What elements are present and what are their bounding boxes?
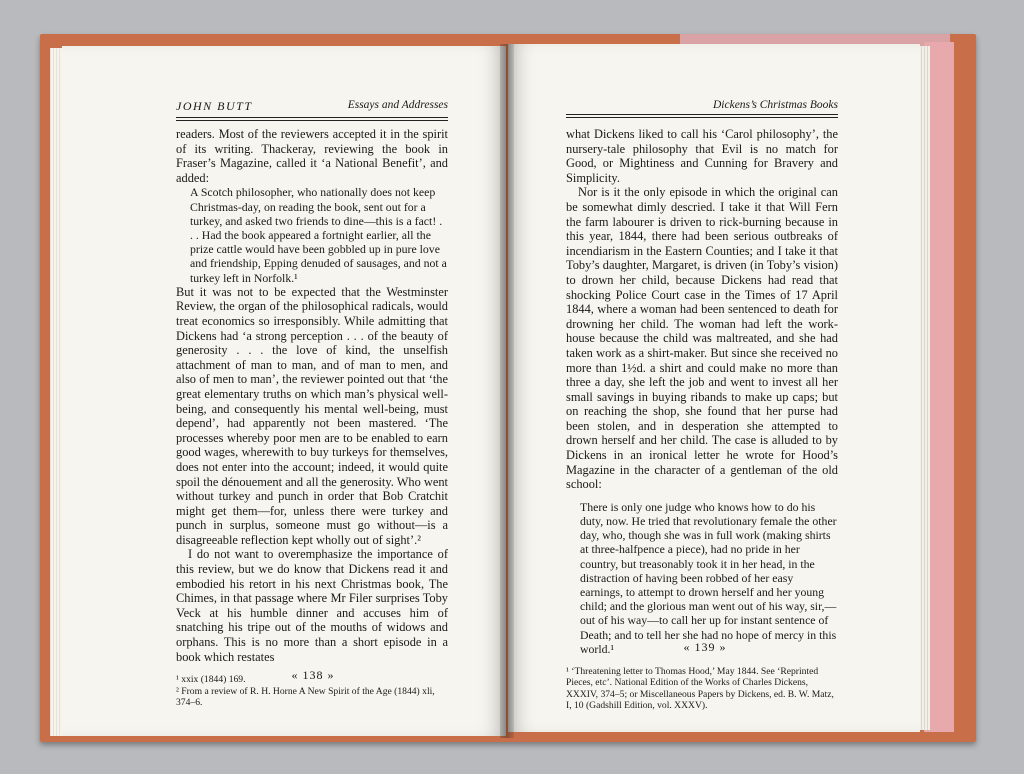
left-page-number: « 138 » xyxy=(291,668,335,682)
left-paragraph-3: I do not want to overemphasize the importance of this review, but we do know that Dickens read it and embodied his retort in his next Christmas book, The Chimes, in that passage where Mr Filer surprises Toby Veck at his humble dinner and accuses him of snatching his tripe out of the mouths of widows and orphans. This is no more than a short episode in a book which restates xyxy=(176,547,448,664)
left-footnote-1: ¹ xxix (1844) 169. xyxy=(176,674,246,686)
right-footnote-1: ¹ ‘Threatening letter to Thomas Hood,’ May 1844. See ‘Reprinted Pieces, etc’. National Edition of the Works of Charles Dickens, XXXIV, 374–5; or Miscellaneous Papers by Dickens, ed. B. W. Matz, I, 10 (Gadshill Edition, vol. XXXV). xyxy=(566,666,834,712)
left-body-text xyxy=(176,127,448,708)
right-running-head xyxy=(566,99,838,115)
right-page-number: « 139 » xyxy=(683,640,727,654)
left-paragraph-2: But it was not to be expected that the Westminster Review, the organ of the philosophical radicals, would treat economics so irresponsibly. While admitting that Dickens had ‘a strong perception . . . of the beauty of generosity . . . the love of kind, the unselfish attachment of man to man, and of man to men, and also of men to man’, the reviewer pointed out that ‘the great elementary truths on which man’s physical well-being, and consequently his mental well-being, must depend’, had apparently not been mastered. ‘The processes whereby poor men are to be enabled to earn good wages, wherewith to buy turkeys for themselves, does not enter into the account; indeed, it would quite spoil the dénouement and all the generosity. Who went without turkey and punch in order that Bob Cratchit might get them—for, unless there were turkey and punch in surplus, someone must go without—is a disagreeable reflection kept wholly out of sight’.² xyxy=(176,284,448,547)
right-paragraph-1: what Dickens liked to call his ‘Carol philosophy’, the nursery-tale philosophy that Evil is no match for Good, or Mightiness and Cunning for Bravery and Simplicity. xyxy=(566,127,838,185)
left-paragraph-1: readers. Most of the reviewers accepted it in the spirit of its writing. Thackeray, reviewing the book in Fraser’s Magazine, called it ‘a National Benefit’, and added: xyxy=(176,127,448,185)
right-paragraph-2: Nor is it the only episode in which the original can be somewhat dimly descried. I take it that Will Fern the farm labourer is driven to rick-burning because in this year, 1844, there had been serious outbreaks of incendiarism in the Eastern Counties; and I take it that Toby’s daughter, Margaret, is driven (in Toby’s vision) to drown her child, because Dickens had read that shocking Police Court case in the Times of 17 April 1844, where a woman had been sentenced to death for drowning her child. The woman had left the work-house because the child was maltreated, and she had taken work as a shirt-maker. But since she received no more than 1½d. a shirt and could make no more than three a day, she left the job and went to invest all her small savings in buying ribands to make up caps; but on reaching the shop, she found that her purse had been stolen, and in desperation she attempted to drown herself and her child. The case is alluded to by Dickens in an ironical letter he wrote for Hood’s Magazine in the character of a gentleman of the old school: xyxy=(566,185,838,492)
right-block-quote: There is only one judge who knows how to do his duty, now. He tried that revolutionary female the other day, who, though she was in full work (making shirts at three-halfpence a piece), had no pride in her country, but treasonably took it in her head, in the distraction of having been robbed of her easy earnings, to attempt to drown herself and her young child; and the glorious man went out of his way, sir,—out of his way—to call her up for instant sentence of Death; and to tell her she had no hope of mercy in this world.¹ xyxy=(580,499,837,656)
left-block-quote: A Scotch philosopher, who nationally does not keep Christmas-day, on reading the book, sent out for a turkey, and asked two friends to dine—this is a fact! . . . Had the book appeared a fortnight earlier, all the prize cattle would have been gobbled up in pure love and friendship, Epping denuded of sausages, and not a turkey left in Norfolk.¹ xyxy=(190,185,447,285)
running-head-title: Essays and Addresses xyxy=(347,99,448,111)
running-head-author: JOHN BUTT xyxy=(176,99,253,113)
running-head-title-right: Dickens’s Christmas Books xyxy=(712,99,838,111)
book-gutter xyxy=(500,44,514,738)
left-footnote-2: ² From a review of R. H. Horne A New Spirit of the Age (1844) xli, 374–6. xyxy=(176,685,435,709)
right-body-text xyxy=(566,127,838,712)
right-footnotes xyxy=(566,666,838,712)
left-running-head xyxy=(176,99,448,118)
